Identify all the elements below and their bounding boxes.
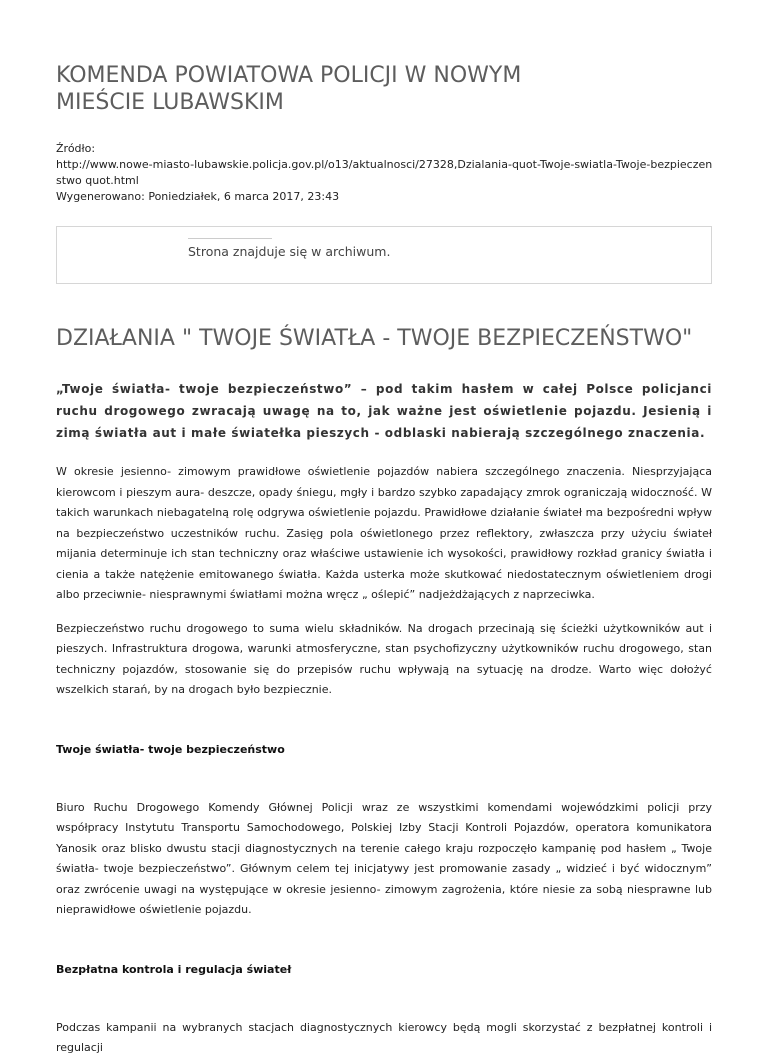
- source-url: http://www.nowe-miasto-lubawskie.policja.gov.pl/o13/aktualnosci/27328,Dzialania-quot-Twoje-swiatla-Twoje-bezpieczenstwo quot.html: [56, 158, 713, 187]
- article-lead: „Twoje światła- twoje bezpieczeństwo” – pod takim hasłem w całej Polsce policjanci ruchu drogowego zwracają uwagę na to, jak ważne jest oświetlenie pojazdu. Jesienią i zimą światła aut i małe światełka pieszych - odblaski nabierają szczególnego znaczenia.: [56, 382, 712, 440]
- source-meta: [56, 141, 712, 205]
- article-title: DZIAŁANIA " TWOJE ŚWIATŁA - TWOJE BEZPIECZEŃSTWO": [56, 326, 693, 351]
- archive-notice-text: Strona znajduje się w archiwum.: [188, 244, 391, 259]
- article-paragraph-2: Bezpieczeństwo ruchu drogowego to suma wielu składników. Na drogach przecinają się ścieżki użytkowników aut i pieszych. Infrastruktura drogowa, warunki atmosferyczne, stan psychofizyczny użytkowników ruchu drogowego, stan techniczny pojazdów, stosowanie się do przepisów ruchu wpływają na sytuację na drodze. Warto więc dołożyć wszelkich starań, by na drogach było bezpiecznie.: [56, 621, 712, 696]
- generated-timestamp: Wygenerowano: Poniedziałek, 6 marca 2017, 23:43: [56, 190, 340, 203]
- article-paragraph-4: Podczas kampanii na wybranych stacjach diagnostycznych kierowcy będą mogli skorzystać z bezpłatnej kontroli i regulacji: [56, 1020, 712, 1054]
- archive-divider: [188, 238, 272, 239]
- source-label: Źródło:: [56, 142, 96, 155]
- archive-notice: [56, 226, 712, 284]
- section-heading-twoje-swiatla: Twoje światła- twoje bezpieczeństwo: [56, 742, 285, 756]
- section-heading-bezplatna-kontrola: Bezpłatna kontrola i regulacja świateł: [56, 962, 292, 976]
- organization-title: KOMENDA POWIATOWA POLICJI W NOWYM MIEŚCIE LUBAWSKIM: [56, 63, 522, 115]
- article-paragraph-3: Biuro Ruchu Drogowego Komendy Głównej Policji wraz ze wszystkimi komendami wojewódzkimi policji przy współpracy Instytutu Transportu Samochodowego, Polskiej Izby Stacji Kontroli Pojazdów, operatora komunikatora Yanosik oraz blisko dwustu stacji diagnostycznych na terenie całego kraju rozpoczęło kampanię pod hasłem „ Twoje światła- twoje bezpieczeństwo”. Głównym celem tej inicjatywy jest promowanie zasady „ widzieć i być widocznym” oraz zwrócenie uwagi na występujące w okresie jesienno- zimowym zagrożenia, które niesie za sobą niesprawne lub nieprawidłowe oświetlenie pojazdu.: [56, 800, 712, 916]
- article-paragraph-1: W okresie jesienno- zimowym prawidłowe oświetlenie pojazdów nabiera szczególnego znaczenia. Niesprzyjająca kierowcom i pieszym aura- deszcze, opady śniegu, mgły i bardzo szybko zapadający zmrok ograniczają widoczność. W takich warunkach niebagatelną rolę odgrywa oświetlenie pojazdu. Prawidłowe działanie świateł ma bezpośredni wpływ na bezpieczeństwo uczestników ruchu. Zasięg pola oświetlonego przez reflektory, zwłaszcza przy użyciu świateł mijania determinuje ich stan techniczny oraz właściwe ustawienie ich wysokości, prawidłowy rozkład granicy światła i cienia a także natężenie emitowanego światła. Każda usterka może skutkować niedostatecznym oświetleniem drogi albo przeciwnie- niesprawnymi światłami można wręcz „ oślepić” nadjeżdżających z naprzeciwka.: [56, 465, 712, 601]
